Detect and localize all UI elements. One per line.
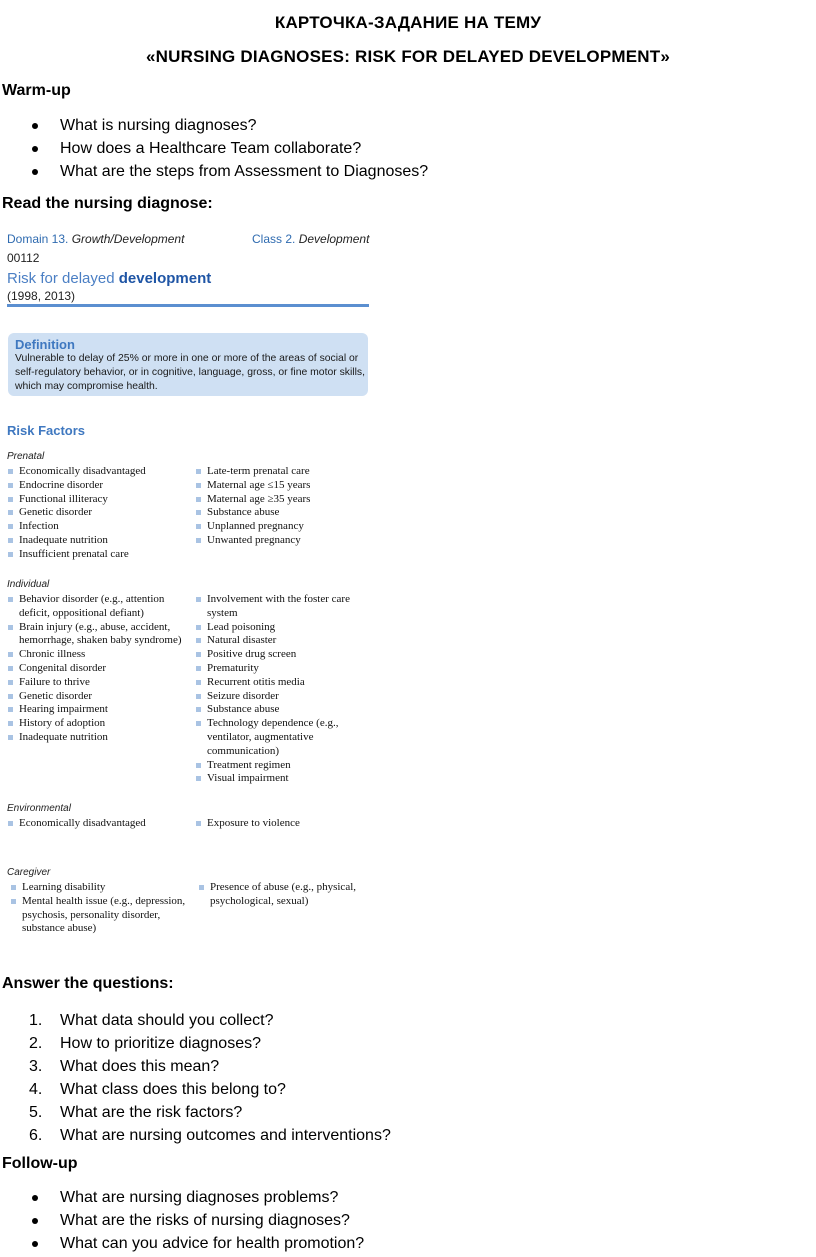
answer-list <box>0 1011 391 1149</box>
list-item: Prematurity <box>195 662 370 676</box>
list-item: What are nursing diagnoses problems? <box>0 1188 364 1211</box>
list-item: Technology dependence (e.g., ventilator, augmentative communication) <box>195 717 370 758</box>
list-item: Inadequate nutrition <box>7 731 185 745</box>
class-label: Class 2. Development <box>252 232 370 246</box>
individual-left-list <box>7 593 185 745</box>
list-item: 5. What are the risk factors? <box>29 1104 243 1121</box>
list-item: Genetic disorder <box>7 506 195 520</box>
list-item: What can you advice for health promotion? <box>0 1234 364 1257</box>
list-item: Insufficient prenatal care <box>7 548 195 562</box>
category-environmental: Environmental <box>7 803 71 814</box>
list-item: Brain injury (e.g., abuse, accident, hemorrhage, shaken baby syndrome) <box>7 621 185 649</box>
category-prenatal: Prenatal <box>7 451 45 462</box>
caregiver-left-list <box>10 881 190 936</box>
list-item: What is nursing diagnoses? <box>0 116 428 139</box>
individual-right-list <box>195 593 370 786</box>
category-caregiver: Caregiver <box>7 867 51 878</box>
list-item: Congenital disorder <box>7 662 185 676</box>
list-item: 2. How to prioritize diagnoses? <box>29 1035 261 1052</box>
warmup-list <box>0 116 428 185</box>
domain-label: Domain 13. Growth/Development <box>7 232 185 246</box>
list-item: Visual impairment <box>195 772 370 786</box>
environmental-right-list <box>195 817 370 831</box>
diagnosis-years: (1998, 2013) <box>7 289 76 303</box>
list-item: Recurrent otitis media <box>195 676 370 690</box>
diagnosis-figure <box>0 226 420 954</box>
list-item: Positive drug screen <box>195 648 370 662</box>
list-item: Exposure to violence <box>195 817 370 831</box>
list-item: Maternal age ≥35 years <box>195 493 370 507</box>
diagnosis-code: 00112 <box>7 251 40 265</box>
list-item: Chronic illness <box>7 648 185 662</box>
list-item: Involvement with the foster care system <box>195 593 370 621</box>
list-item: Functional illiteracy <box>7 493 195 507</box>
list-item: Infection <box>7 520 195 534</box>
list-item: How does a Healthcare Team collaborate? <box>0 139 428 162</box>
definition-text: Vulnerable to delay of 25% or more in one or more of the areas of social or self-regulatory behavior, or in cognitive, language, gross, or fine motor skills, which may compromise health. <box>15 353 365 392</box>
warmup-heading: Warm-up <box>2 82 71 99</box>
answer-heading: Answer the questions: <box>2 975 174 992</box>
list-item: Unwanted pregnancy <box>195 534 370 548</box>
definition-box <box>8 333 368 396</box>
followup-list <box>0 1188 364 1257</box>
list-item: What are the steps from Assessment to Diagnoses? <box>0 162 428 185</box>
list-item: Inadequate nutrition <box>7 534 195 548</box>
list-item: Unplanned pregnancy <box>195 520 370 534</box>
list-item: Behavior disorder (e.g., attention deficit, oppositional defiant) <box>7 593 185 621</box>
risk-factors-heading: Risk Factors <box>7 423 86 438</box>
list-item: Economically disadvantaged <box>7 817 195 831</box>
list-item: Learning disability <box>10 881 190 895</box>
list-item: Late-term prenatal care <box>195 465 370 479</box>
environmental-left-list <box>7 817 195 831</box>
list-item: Failure to thrive <box>7 676 185 690</box>
list-item: Economically disadvantaged <box>7 465 195 479</box>
list-item: 6. What are nursing outcomes and interventions? <box>29 1127 391 1144</box>
list-item: Treatment regimen <box>195 759 370 773</box>
list-item: 1. What data should you collect? <box>29 1012 274 1029</box>
list-item: Lead poisoning <box>195 621 370 635</box>
list-item: Substance abuse <box>195 703 370 717</box>
diagnosis-title: Risk for delayed development <box>7 270 212 287</box>
list-item: 3. What does this mean? <box>29 1058 220 1075</box>
list-item: Hearing impairment <box>7 703 185 717</box>
prenatal-right-list <box>195 465 370 548</box>
prenatal-left-list <box>7 465 195 562</box>
list-item: Endocrine disorder <box>7 479 195 493</box>
definition-heading: Definition <box>15 337 75 352</box>
page-title: КАРТОЧКА-ЗАДАНИЕ НА ТЕМУ <box>274 13 542 32</box>
followup-heading: Follow-up <box>2 1155 78 1172</box>
list-item: Mental health issue (e.g., depression, psychosis, personality disorder, substance abuse) <box>10 895 190 936</box>
list-item: Substance abuse <box>195 506 370 520</box>
list-item: What are the risks of nursing diagnoses? <box>0 1211 364 1234</box>
page-subtitle: «NURSING DIAGNOSES: RISK FOR DELAYED DEVELOPMENT» <box>146 47 670 66</box>
divider <box>7 304 369 307</box>
list-item: 4. What class does this belong to? <box>29 1081 286 1098</box>
read-heading: Read the nursing diagnose: <box>2 195 213 212</box>
caregiver-right-list <box>198 881 370 909</box>
list-item: Seizure disorder <box>195 690 370 704</box>
category-individual: Individual <box>7 579 50 590</box>
list-item: History of adoption <box>7 717 185 731</box>
list-item: Genetic disorder <box>7 690 185 704</box>
list-item: Maternal age ≤15 years <box>195 479 370 493</box>
list-item: Natural disaster <box>195 634 370 648</box>
list-item: Presence of abuse (e.g., physical, psychological, sexual) <box>198 881 370 909</box>
